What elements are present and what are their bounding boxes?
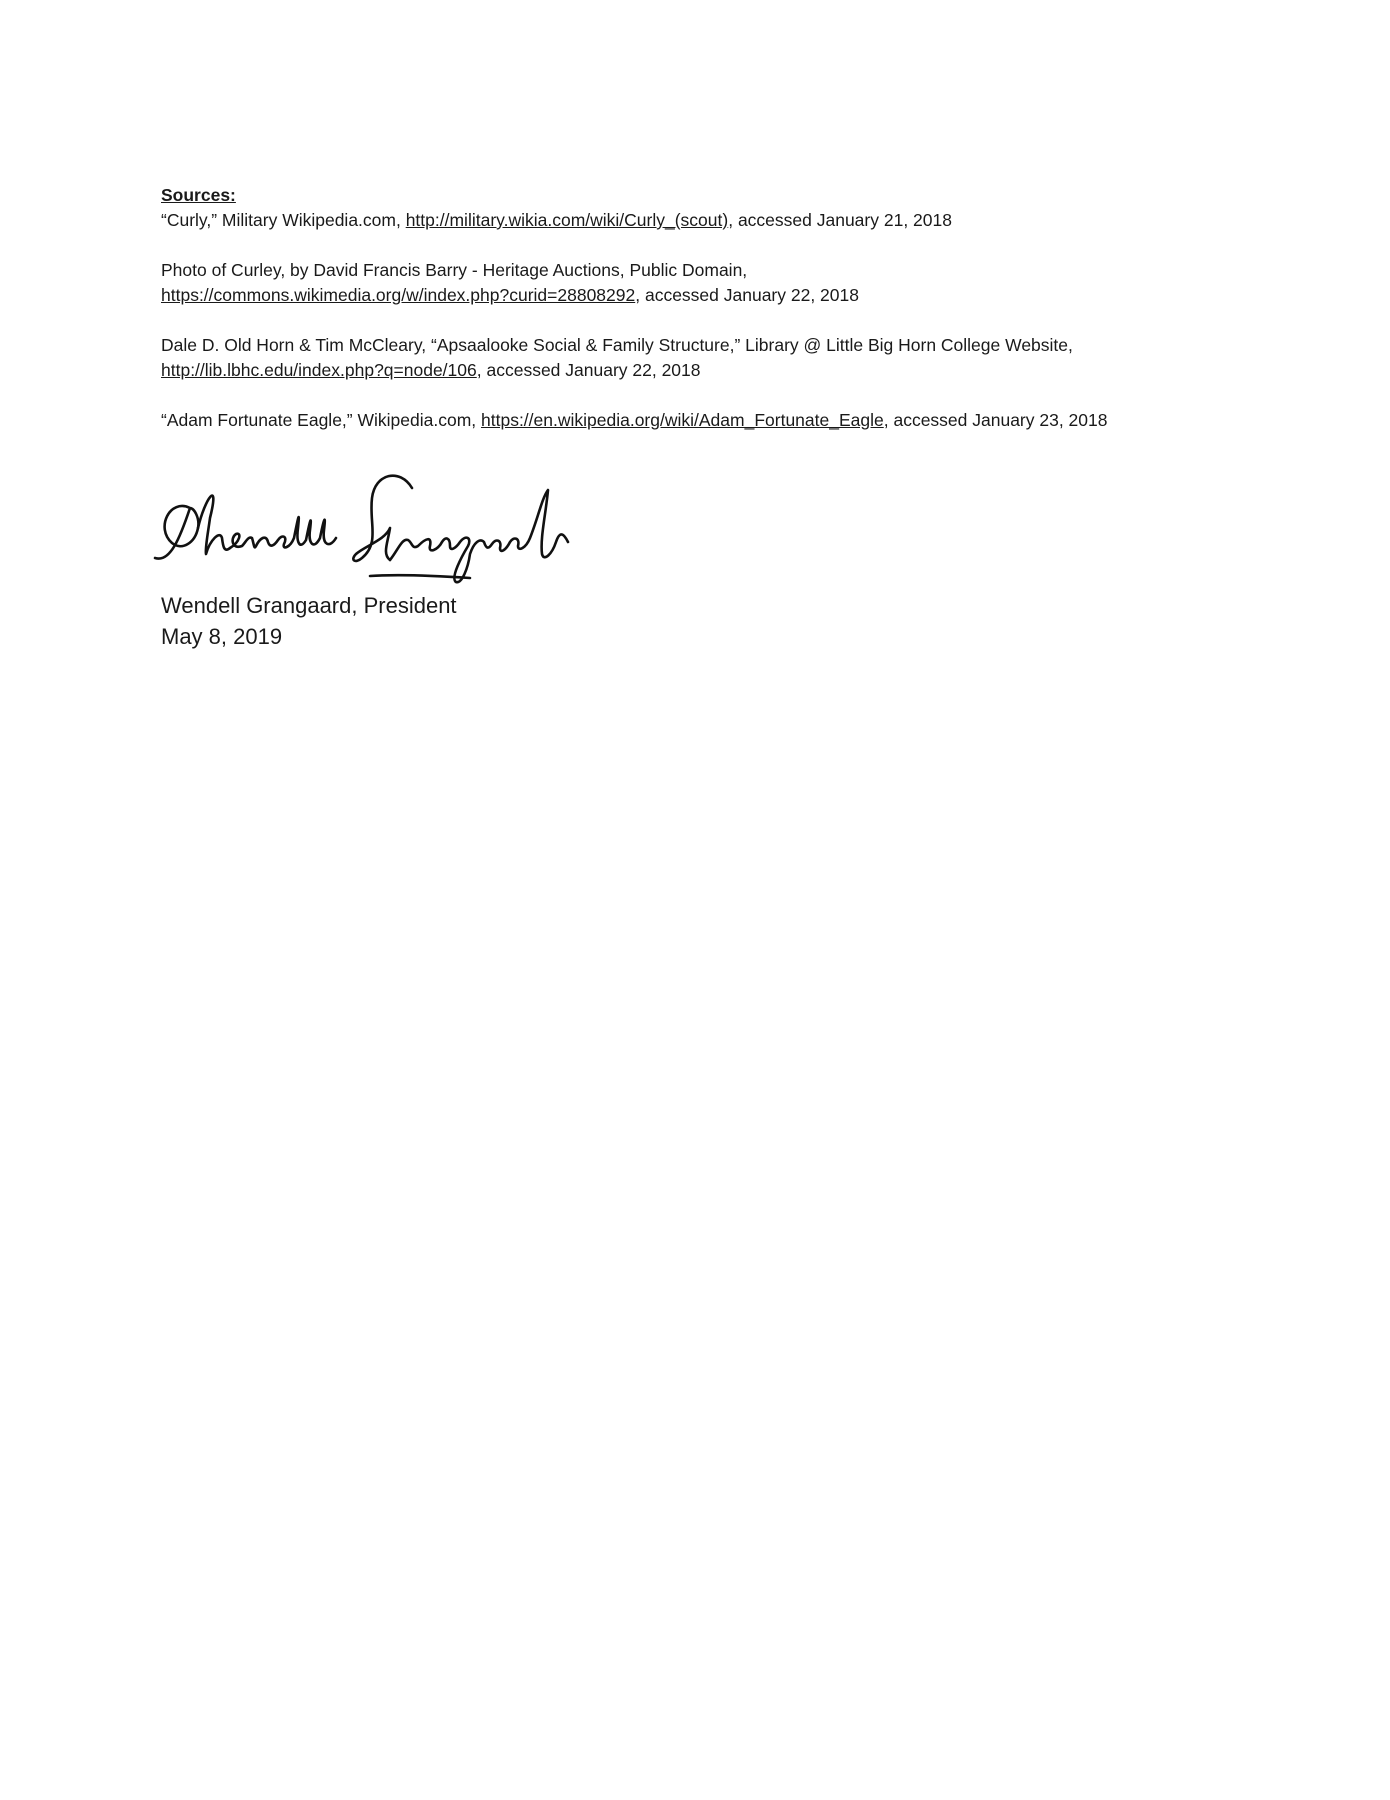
source-entry-apsaalooke [161,333,1261,383]
source-link[interactable]: http://military.wikia.com/wiki/Curly_(scout) [405,210,729,230]
signer-block [161,590,457,652]
source-entry-fortunate-eagle [161,408,1261,433]
signer-name-title: Wendell Grangaard, President [161,593,457,618]
source-accessed: , accessed January 21, 2018 [728,210,952,230]
source-entry-curly [161,208,1261,233]
signer-date: May 8, 2019 [161,624,283,649]
source-link[interactable]: http://lib.lbhc.edu/index.php?q=node/106 [161,360,477,380]
source-text: “Curly,” Military Wikipedia.com, [161,210,406,230]
source-text: Photo of Curley, by David Francis Barry - Heritage Auctions, Public Domain, [161,260,748,280]
source-entry-photo [161,258,1261,308]
source-link[interactable]: https://en.wikipedia.org/wiki/Adam_Fortunate_Eagle [481,410,884,430]
source-text: Dale D. Old Horn & Tim McCleary, “Apsaalooke Social & Family Structure,” Library @ Little Big Horn College Website, [161,335,1073,355]
sources-section [161,183,1261,458]
signature-drawing [150,458,610,608]
source-text: “Adam Fortunate Eagle,” Wikipedia.com, [161,410,481,430]
source-accessed: , accessed January 22, 2018 [476,360,701,380]
source-link[interactable]: https://commons.wikimedia.org/w/index.php?curid=28808292 [161,285,636,305]
handwritten-signature [150,458,610,608]
source-accessed: , accessed January 23, 2018 [883,410,1108,430]
sources-heading: Sources: [161,185,236,205]
source-accessed: , accessed January 22, 2018 [635,285,859,305]
